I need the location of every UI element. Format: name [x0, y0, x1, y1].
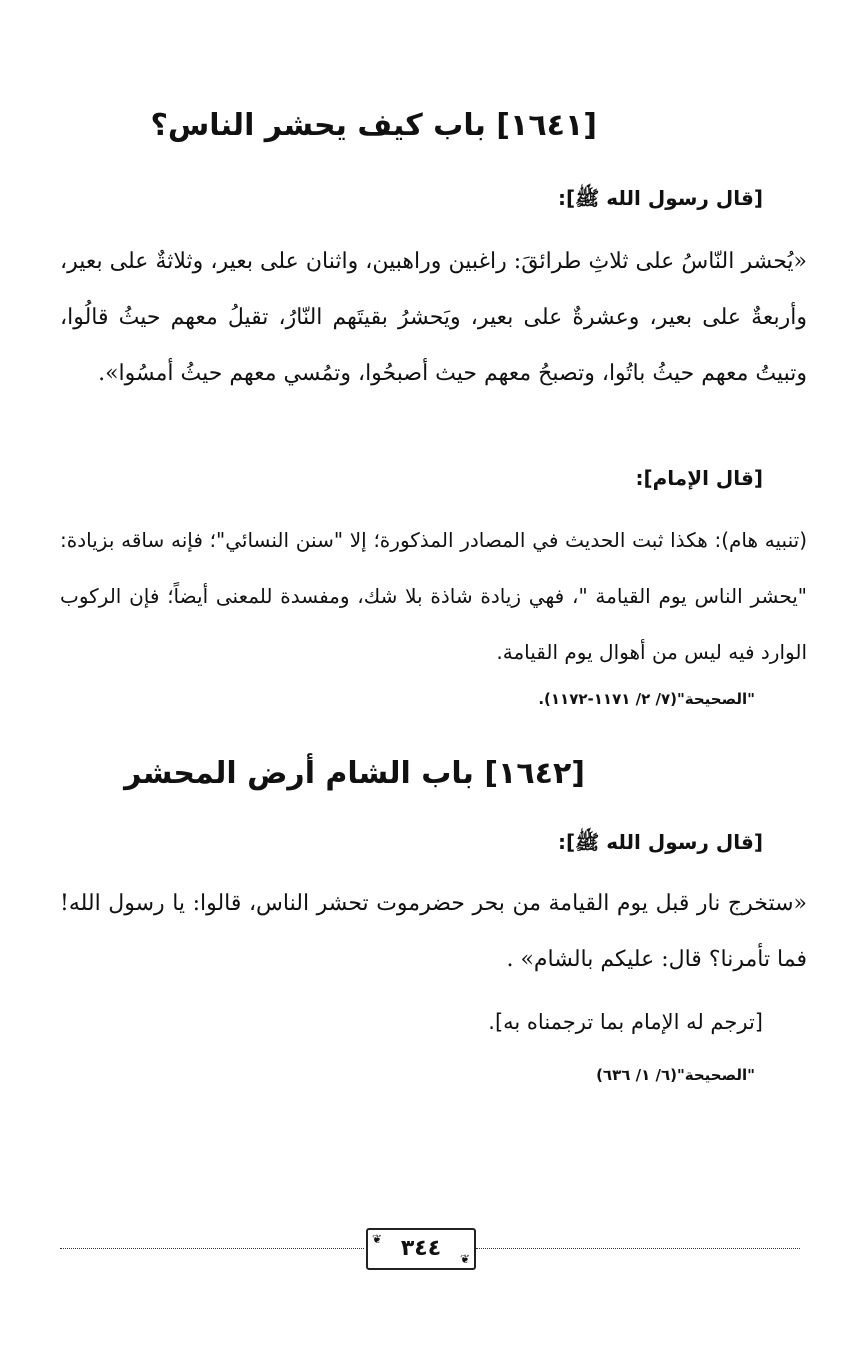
footer-rule-left — [60, 1248, 364, 1249]
imam-note-1641: (تنبيه هام): هكذا ثبت الحديث في المصادر المذكورة؛ إلا "سنن النسائي"؛ فإنه ساقه بزيادة: "يحشر الناس يوم القيامة "، فهي زيادة شاذة بلا شك، ومفسدة للمعنى أيضاً؛ فإن الركوب الوارد فيه ليس من أهوال يوم القيامة. — [60, 528, 807, 664]
ornament-icon: ❦ — [372, 1232, 383, 1246]
reference-1641: "الصحيحة"(٧/ ٢/ ١١٧١-١١٧٢). — [538, 690, 755, 708]
ornament-icon: ❦ — [459, 1252, 470, 1266]
reference-1642: "الصحيحة"(٦/ ١/ ٦٣٦) — [596, 1066, 755, 1084]
imam-label-1641: [قال الإمام]: — [635, 466, 763, 490]
hadith-text-1641: «يُحشر النّاسُ على ثلاثِ طرائقَ: راغبين وراهبين، واثنان على بعير، وثلاثةٌ على بعير، وأربعةٌ على بعير، وعشرةٌ على بعير، ويَحشرُ بقيتَهم النّارُ، تقيلُ معهم حيثُ قالُوا، وتبيتُ معهم حيثُ باتُوا، وتصبحُ معهم حيث أصبحُوا، وتمُسي معهم حيثُ أمسُوا». — [60, 249, 807, 386]
translation-note-1642: [ترجم له الإمام بما ترجمناه به]. — [488, 1010, 763, 1034]
chapter-heading-1641: [١٦٤١] باب كيف يحشر الناس؟ — [150, 108, 597, 143]
speaker-label-1641: [قال رسول الله ﷺ]: — [557, 186, 763, 210]
chapter-heading-1642: [١٦٤٢] باب الشام أرض المحشر — [124, 756, 585, 791]
page-number-box — [366, 1228, 476, 1270]
speaker-label-1642: [قال رسول الله ﷺ]: — [557, 830, 763, 854]
footer-rule-right — [476, 1248, 800, 1249]
page-number: ٣٤٤ — [400, 1236, 442, 1261]
hadith-text-1642: «ستخرج نار قبل يوم القيامة من بحر حضرموت تحشر الناس، قالوا: يا رسول الله! فما تأمرنا؟ قال: عليكم بالشام» . — [60, 891, 807, 972]
